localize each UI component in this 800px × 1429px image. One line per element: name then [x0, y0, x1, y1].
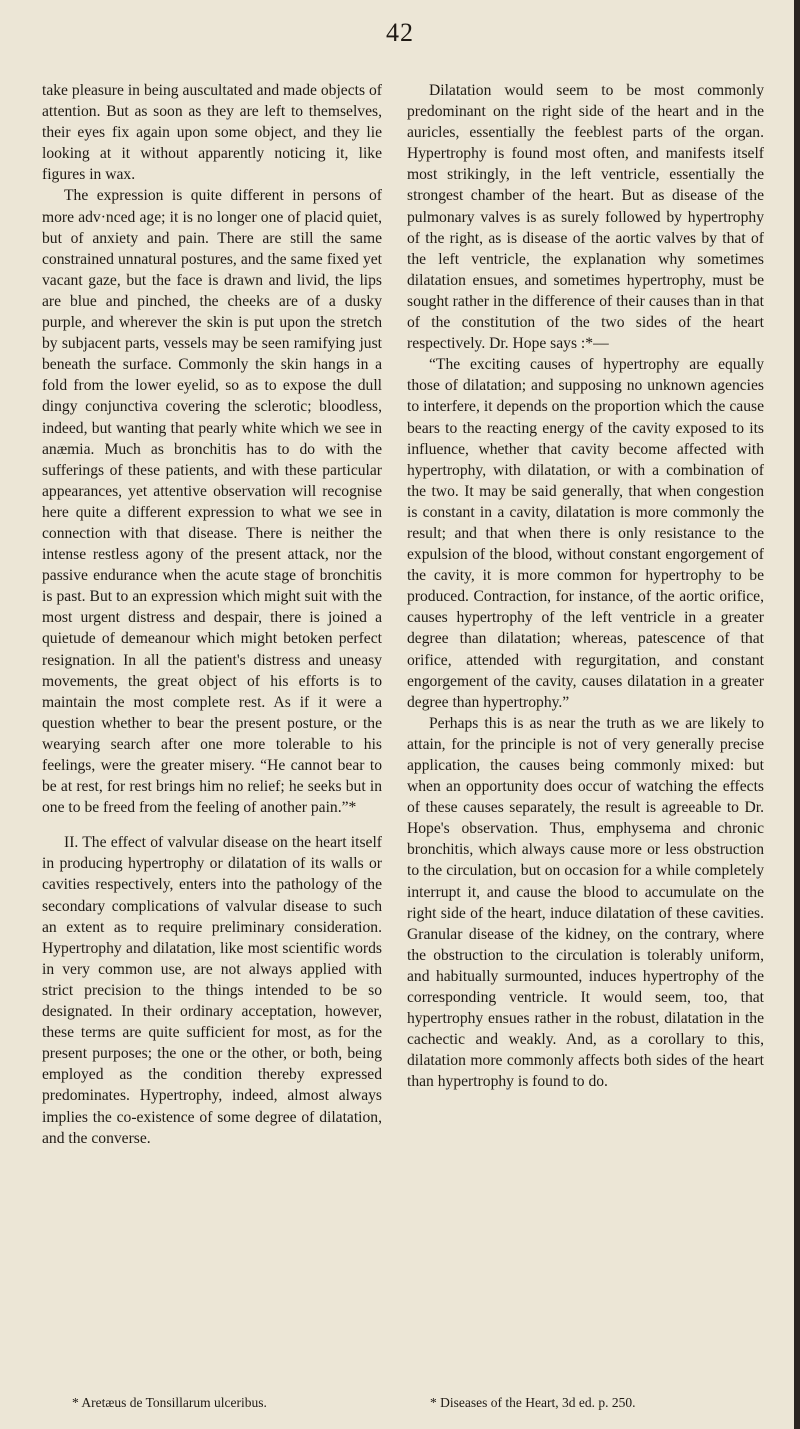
right-column — [407, 80, 764, 1093]
left-column — [42, 80, 382, 1149]
page-number: 42 — [386, 18, 414, 47]
right-paragraph-1: Dilatation would seem to be most commonly predominant on the right side of the heart and in the auricles, essentially the feeblest parts of the organ. Hypertrophy is found most often, and manifests itself most strikingly, in the left ventricle, essentially the strongest chamber of the heart. But as disease of the pulmonary valves is as surely followed by hypertrophy of the right, as is disease of the aortic valves by that of the left ventricle, the explanation why sometimes dilatation ensues, and sometimes hypertrophy, must be sought rather in the difference of their causes than in that of the constitution of the two sides of the heart respectively. Dr. Hope says :*— — [407, 82, 764, 353]
left-footnote: * Aretæus de Tonsillarum ulceribus. — [72, 1395, 267, 1410]
left-paragraph-2: The expression is quite different in persons of more adv·nced age; it is no longer one of placid quiet, but of anxiety and pain. There are still the same constrained unnatural postures, and the same fixed yet vacant gaze, but the face is drawn and livid, the lips are blue and pinched, the cheeks are of a dusky purple, and wherever the skin is put upon the stretch by subjacent parts, vessels may be seen ramifying just beneath the surface. Commonly the skin hangs in a fold from the lower eyelid, so as to expose the dull dingy conjunctiva covering the sclerotic; bloodless, indeed, but wanting that pearly white which we see in anæmia. Much as bronchitis has to do with the sufferings of these patients, and with these particular appearances, yet attentive observation will recognise here quite a different expression to what we see in connection with that disease. There is neither the intense restless agony of the present attack, nor the passive endurance when the acute stage of bronchitis is past. But to an expression which might suit with the most urgent distress and despair, there is joined a quietude of demeanour which might betoken perfect resignation. In all the patient's distress and uneasy movements, the great object of his efforts is to maintain the most complete rest. As if it were a question whether to bear the present posture, or the wearying search after one more tolerable to his feelings, were the greater misery. “He cannot bear to be at rest, for rest brings him no relief; he seeks but in one to be freed from the feeling of another pain.”* — [42, 187, 382, 817]
page-edge — [794, 0, 800, 1429]
left-paragraph-3: II. The effect of valvular disease on the heart itself in producing hypertrophy or dilatation of its walls or cavities respectively, enters into the pathology of the secondary complications of valvular disease to such an extent as to require preliminary consideration. Hypertrophy and dilatation, like most scientific words in very common use, are not always applied with strict precision to the things intended to be so designated. In their ordinary acceptation, however, these terms are quite sufficient for most, as for the present purposes; the one or the other, or both, being employed as the condition thereby expressed predominates. Hypertrophy, indeed, almost always implies the co-existence of some degree of dilatation, and the converse. — [42, 834, 382, 1147]
right-paragraph-3: Perhaps this is as near the truth as we are likely to attain, for the principle is not of very generally precise application, the causes being commonly mixed: but when an opportunity does occur of watching the effects of these causes separately, the result is agreeable to Dr. Hope's observation. Thus, emphysema and chronic bronchitis, which always cause more or less obstruction to the circulation, but on occasion for a while completely interrupt it, and cause the blood to accumulate on the right side of the heart, induce dilatation of these cavities. Granular disease of the kidney, on the contrary, where the obstruction to the circulation is tolerably uniform, and habitually surmounted, induces hypertrophy of the corresponding ventricle. It would seem, too, that hypertrophy ensues rather in the robust, dilatation in the cachectic and weakly. And, as a corollary to this, dilatation more commonly affects both sides of the heart than hypertrophy is found to do. — [407, 714, 764, 1091]
right-quote-paragraph: “The exciting causes of hypertrophy are equally those of dilatation; and supposing no unknown agencies to interfere, it depends on the proportion which the cause bears to the reacting energy of the cavity exposed to its influence, whether that cavity become affected with hypertrophy, with dilatation, or with a combination of the two. It may be said generally, that when congestion is constant in a cavity, dilatation is more commonly the result; and that when there is only resistance to the expulsion of the blood, without constant engorgement of the cavity, it is more common for hypertrophy to be produced. Contraction, for instance, of the aortic orifice, causes hypertrophy of the left ventricle in a greater degree than dilatation; whereas, patescence of that orifice, attended with regurgitation, and constant engorgement of the cavity, causes dilatation in a greater degree than hypertrophy.” — [407, 356, 764, 711]
left-paragraph-1: take pleasure in being auscultated and made objects of attention. But as soon as they are left to themselves, their eyes fix again upon some object, and they lie looking at it without apparently noticing it, like figures in wax. — [42, 82, 382, 184]
right-footnote: * Diseases of the Heart, 3d ed. p. 250. — [430, 1395, 636, 1410]
